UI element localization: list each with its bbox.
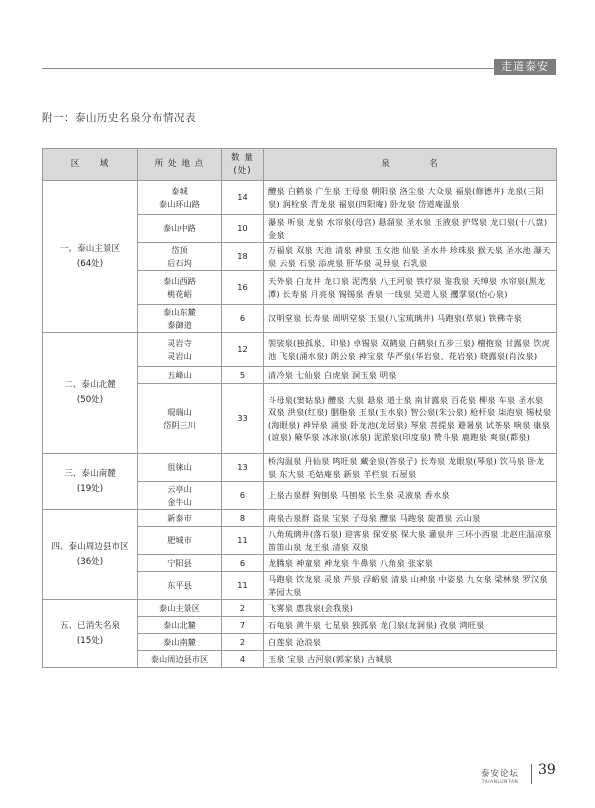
location-cell — [138, 181, 222, 215]
table-row — [43, 600, 557, 617]
table-body — [43, 181, 557, 668]
location-cell — [138, 333, 222, 367]
header-region: 区 域 — [43, 149, 138, 181]
spring-count-cell: 18 — [222, 243, 264, 271]
spring-names-cell: 袈裟泉(独孤泉、印泉) 卓锡泉 双鹤泉 白鹤泉(五步三泉) 檀抱泉 甘露泉 饮虎池 飞泉(涌水泉) 朗公泉 神宝泉 华严泉(华岩泉、花岩泉) 晓露泉(肖汝泉) — [264, 333, 557, 367]
location-name: 东平县 — [167, 580, 192, 591]
location-name: 后石坞 — [167, 257, 192, 268]
spring-names-cell: 南泉古泉群 盗泉 宝泉 子母泉 醴泉 马跑泉 旋莆泉 云山泉 — [264, 510, 557, 527]
location-name: 泰山北麓 — [163, 619, 196, 630]
location-cell — [138, 634, 222, 651]
region-name: 五、已消失名泉 — [59, 620, 121, 631]
location-cell — [138, 600, 222, 617]
spring-names-cell: 马跑泉 饮龙泉 灵泉 芦泉 浮峪泉 清泉 山神泉 中姿泉 九女泉 梁林泉 罗汉泉 茅园大泉 — [264, 572, 557, 600]
location-name: 徂徕山 — [167, 462, 192, 473]
header-rule — [42, 68, 556, 69]
spring-count-cell: 2 — [222, 634, 264, 651]
spring-names-cell: 瀑泉 听泉 龙泉 水帘泉(母宫) 悬溜泉 圣水泉 玉液泉 护驾泉 龙口泉(十八盘) 金泉 — [264, 215, 557, 243]
magazine-name — [481, 767, 519, 785]
spring-count-cell: 12 — [222, 333, 264, 367]
spring-count-cell: 13 — [222, 454, 264, 482]
location-name: 五峰山 — [167, 369, 192, 380]
location-name: 泰御道 — [167, 319, 192, 330]
location-name: 岱阴三川 — [163, 419, 196, 430]
spring-count-cell: 7 — [222, 617, 264, 634]
location-name: 泰山周边县市区 — [150, 653, 209, 664]
location-name: 桃花峪 — [167, 288, 192, 299]
location-cell — [138, 384, 222, 454]
location-name: 琨瑞山 — [167, 407, 192, 417]
location-cell — [138, 555, 222, 572]
spring-count-cell: 8 — [222, 510, 264, 527]
spring-names-cell: 桥沟温泉 丹仙泉 鸣旺泉 藏金泉(答泉子) 长寿泉 龙眼泉(琴泉) 饮马泉 卧龙泉 东大泉 毛姑庵泉 新泉 羊栏泉 石屋泉 — [264, 454, 557, 482]
location-name: 岱顶 — [171, 245, 188, 255]
spring-names-cell: 玉泉 宝泉 古河泉(郭家泉) 古城泉 — [264, 651, 557, 668]
region-name: 一、泰山主景区 — [59, 243, 121, 254]
location-cell — [138, 617, 222, 634]
spring-count-cell: 5 — [222, 367, 264, 384]
spring-count-cell: 2 — [222, 600, 264, 617]
region-name: 三、泰山南麓 — [64, 468, 116, 479]
region-cell — [43, 510, 138, 600]
table-row — [43, 181, 557, 215]
location-cell — [138, 482, 222, 510]
magazine-name-cn: 泰安论坛 — [481, 769, 520, 779]
location-cell — [138, 271, 222, 305]
region-count: (15处) — [76, 635, 104, 646]
table-row — [43, 333, 557, 367]
springs-table — [42, 148, 557, 668]
header-location: 所 处 地 点 — [138, 149, 222, 181]
location-cell — [138, 510, 222, 527]
region-cell — [43, 600, 138, 668]
spring-names-cell: 石龟泉 黄牛泉 七星泉 独孤泉 龙门泉(龙洞泉) 孜泉 鸿旺泉 — [264, 617, 557, 634]
spring-names-cell: 白莲泉 沧浪泉 — [264, 634, 557, 651]
spring-count-cell: 33 — [222, 384, 264, 454]
spring-names-cell: 上泉古泉群 狗刨泉 马刨泉 长生泉 灵液泉 香水泉 — [264, 482, 557, 510]
spring-names-cell: 斗母泉(窦姑泉) 醴泉 大泉 悬泉 道士泉 南甘露泉 百花泉 柳泉 车泉 圣水泉 双泉 洪泉(红泉) 胭脂泉 玉泉(玉水泉) 智公泉(朱公泉) 枪杆泉 柒泡泉 锡杖泉(海眼泉) 神异泉 涌泉 卧龙池(龙居泉) 琴泉 菩提泉 避暑泉 试茶泉 响泉 康泉(谊泉) 簸华泉 冰冰泉(冰泉) 泥淤泉(印度泉) 赞斗泉 鹿跑泉 爽泉(都泉) — [264, 384, 557, 454]
spring-names-cell: 万福泉 双泉 天池 清泉 神泉 玉女池 仙泉 圣水井 珍珠泉 猴天泉 圣水池 瀑天泉 云泉 石泉 添虎泉 肝华泉 灵异泉 石乳泉 — [264, 243, 557, 271]
column-tag: 走道泰安 — [494, 59, 556, 75]
footer-divider — [531, 764, 532, 784]
page-number: 39 — [538, 762, 556, 778]
location-name: 灵岩寺 — [167, 338, 192, 348]
header-springs: 泉 名 — [264, 149, 557, 181]
header-count — [222, 149, 264, 181]
spring-count-cell: 10 — [222, 215, 264, 243]
spring-count-cell: 4 — [222, 651, 264, 668]
region-count: (36处) — [76, 556, 104, 567]
spring-names-cell: 清冷泉 七仙泉 白虎泉 洞玉泉 明泉 — [264, 367, 557, 384]
spring-count-cell: 11 — [222, 527, 264, 555]
table-row — [43, 510, 557, 527]
spring-names-cell: 天外泉 白龙井 龙口泉 泥湾泉 八王河泉 铁疗泉 鉴我泉 天绅泉 水帘泉(黑龙潭) 长寿泉 月亮泉 锡锡泉 香泉 一线泉 吴道人泉 攫掌泉(怡心泉) — [264, 271, 557, 305]
region-cell — [43, 181, 138, 333]
location-cell — [138, 367, 222, 384]
location-name: 金牛山 — [167, 496, 192, 507]
region-count: (19处) — [76, 483, 104, 494]
magazine-name-pinyin: TAIANLUNTAN — [481, 780, 519, 785]
location-cell — [138, 527, 222, 555]
location-cell — [138, 215, 222, 243]
table-header-row — [43, 149, 557, 181]
location-name: 宁阳县 — [167, 557, 192, 568]
location-cell — [138, 454, 222, 482]
spring-count-cell: 16 — [222, 271, 264, 305]
location-name: 云亭山 — [167, 484, 192, 494]
location-cell — [138, 305, 222, 333]
spring-names-cell: 醴泉 白鹤泉 广生泉 王母泉 朝阳泉 洛尘泉 大众泉 福泉(修德井) 龙泉(三阳泉) 润栓泉 青龙泉 福泉(四阳庵) 卧龙泉 岱道庵温泉 — [264, 181, 557, 215]
location-cell — [138, 243, 222, 271]
region-cell — [43, 333, 138, 454]
location-name: 泰山中路 — [163, 223, 196, 234]
location-cell — [138, 651, 222, 668]
region-name: 四、泰山周边县市区 — [51, 541, 129, 552]
region-count: (50处) — [76, 395, 104, 405]
location-name: 泰山南麓 — [163, 636, 196, 647]
spring-names-cell: 汉明堂泉 长寿泉 周明堂泉 玉泉(八宝琉璃井) 马跑泉(草泉) 铁佛寺泉 — [264, 305, 557, 333]
location-name: 灵岩山 — [167, 350, 192, 361]
table-row — [43, 454, 557, 482]
spring-count-cell: 6 — [222, 482, 264, 510]
spring-count-cell: 11 — [222, 572, 264, 600]
location-name: 肥城市 — [167, 535, 192, 546]
location-name: 新泰市 — [167, 512, 192, 523]
header-count-top: 数 量 — [231, 153, 254, 163]
location-name: 泰城 — [171, 186, 188, 196]
location-name: 泰山环山路 — [159, 198, 200, 209]
header-count-bottom: (处) — [233, 165, 252, 176]
location-name: 泰山西路 — [163, 276, 196, 286]
spring-names-cell: 八角琉璃井(落石泉) 迎客泉 保安泉 保大泉 灌泉井 三环小西泉 北赵庄温凉泉 笛笛山泉 龙王泉 清泉 双泉 — [264, 527, 557, 555]
spring-count-cell: 14 — [222, 181, 264, 215]
location-cell — [138, 572, 222, 600]
region-cell — [43, 454, 138, 510]
spring-names-cell: 飞雾泉 惠我泉(会我泉) — [264, 600, 557, 617]
region-name: 二、泰山北麓 — [64, 380, 116, 390]
location-name: 泰山主景区 — [159, 602, 200, 613]
appendix-title: 附一：泰山历史名泉分布情况表 — [42, 112, 196, 124]
spring-names-cell: 龙腾泉 神童泉 神龙泉 牛鼻泉 八角泉 张家泉 — [264, 555, 557, 572]
region-count: (64处) — [76, 258, 104, 269]
spring-count-cell: 6 — [222, 555, 264, 572]
spring-count-cell: 6 — [222, 305, 264, 333]
location-name: 泰山东麓 — [163, 307, 196, 317]
